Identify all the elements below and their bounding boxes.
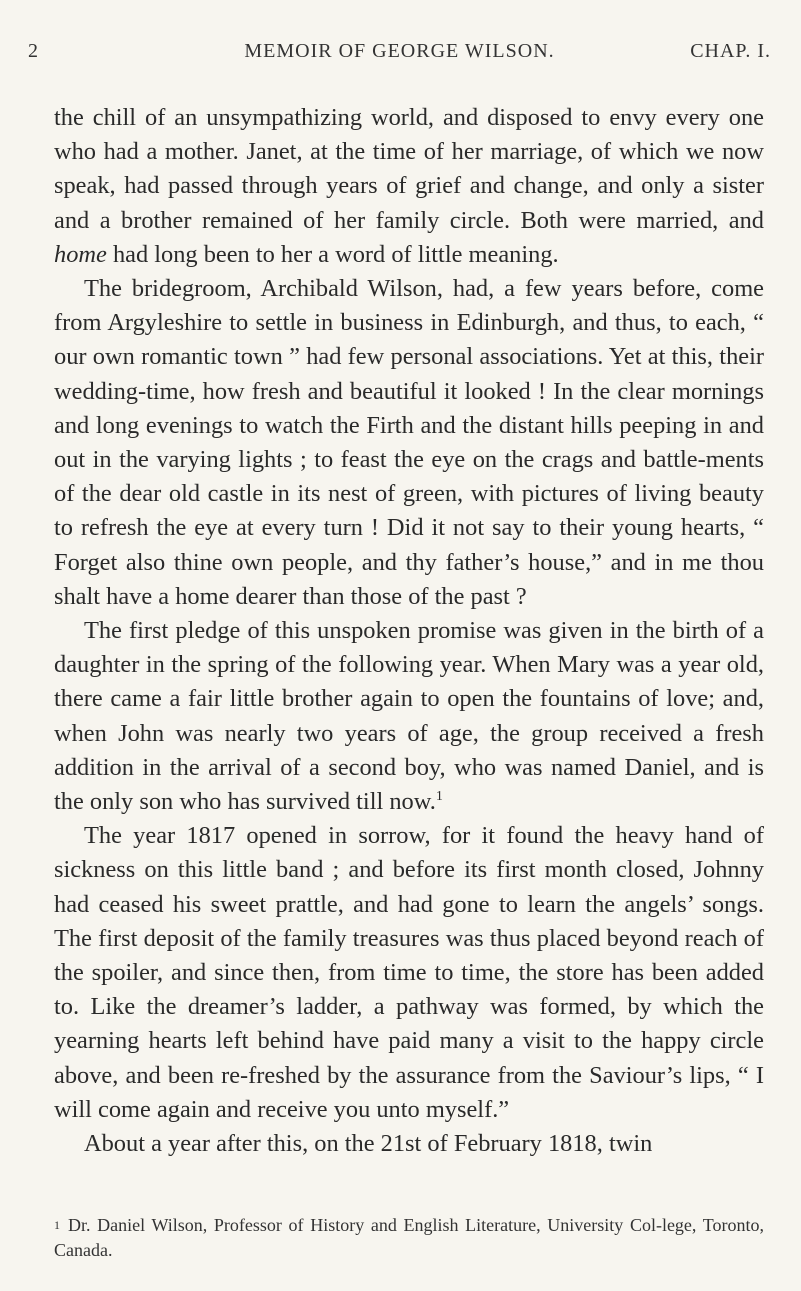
running-header [28, 40, 771, 70]
paragraph-1-text-b: had long been to her a word of little meaning. [106, 240, 559, 268]
paragraph-3 [54, 614, 764, 819]
paragraph-1-emphasis: home [54, 240, 107, 268]
paragraph-3-text: The first pledge of this unspoken promise was given in the birth of a daughter in the spring of the following year. When Mary was a year old, there came a fair little brother again to open the fountains of love; and, when John was nearly two years of age, the group received a fresh addition in the arrival of a second boy, who was named Daniel, and is the only son who has survived till now. [54, 617, 764, 816]
paragraph-2: The bridegroom, Archibald Wilson, had, a few years before, come from Argyleshire to settle in business in Edinburgh, and thus, to each, “ our own romantic town ” had few personal associations. Yet at this, their wedding-time, how fresh and beautiful it looked ! In the clear mornings and long evenings to watch the Firth and the distant hills peeping in and out in the varying lights ; to feast the eye on the crags and battle-ments of the dear old castle in its nest of green, with pictures of living beauty to refresh the eye at every turn ! Did it not say to their young hearts, “ Forget also thine own people, and thy father’s house,” and in me thou shalt have a home dearer than those of the past ? [54, 275, 764, 610]
paragraph-1-text-a: the chill of an unsympathizing world, and disposed to envy every one who had a mother. Janet, at the time of her marriage, of which we now speak, had passed through years of grief and change, and only a sister and a brother remained of her family circle. Both were married, and [54, 104, 764, 234]
paragraph-4: The year 1817 opened in sorrow, for it found the heavy hand of sickness on this little band ; and before its first month closed, Johnny had ceased his sweet prattle, and had gone to learn the angels’ songs. The first deposit of the family treasures was thus placed beyond reach of the spoiler, and since then, from time to time, the store has been added to. Like the dreamer’s ladder, a pathway was formed, by which the yearning hearts left behind have paid many a visit to the happy circle above, and been re-freshed by the assurance from the Saviour’s lips, “ I will come again and receive you unto myself.” [54, 822, 764, 1123]
footnote-text: Dr. Daniel Wilson, Professor of History and English Literature, University Col-lege, Toronto, Canada. [54, 1215, 764, 1260]
paragraph-5: About a year after this, on the 21st of February 1818, twin [84, 1130, 653, 1158]
footnote-reference: 1 [435, 788, 443, 804]
body-text [54, 101, 764, 1161]
footnote-mark: 1 [54, 1218, 60, 1232]
footnote [54, 1213, 764, 1263]
paragraph-1 [54, 101, 764, 272]
page-number: 2 [28, 40, 39, 62]
running-title: MEMOIR OF GEORGE WILSON. [244, 40, 555, 62]
chapter-label: CHAP. I. [690, 40, 771, 62]
